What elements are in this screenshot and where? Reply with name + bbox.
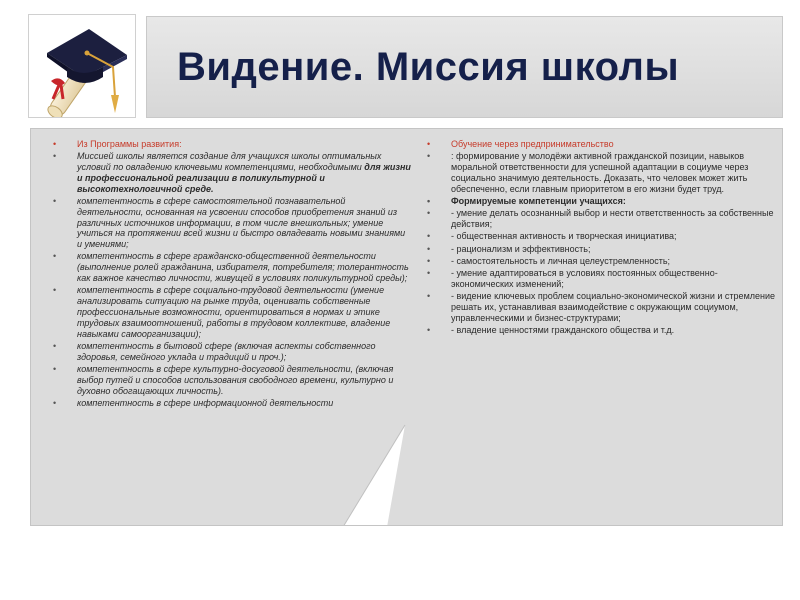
list-item: • - владение ценностями гражданского общества и т.д.	[423, 325, 775, 336]
list-item: • компетентность в сфере самостоятельной познавательной деятельности, основанная на усвоении способов приобретения знаний из различных источников информации, в том числе внешкольных; умение учиться на протяжении всей жизни и быстро овладевать новыми знаниями и умениями;	[49, 196, 411, 250]
title-bar	[146, 16, 783, 118]
content-panel	[30, 128, 783, 526]
page-title: Видение. Миссия школы	[177, 45, 680, 89]
mission-intro: Миссией школы является создание для учащихся школы оптимальных условий по овладению ключевыми компетенциями, необходимыми	[77, 151, 382, 173]
list-item: • - умение адаптироваться в условиях постоянных общественно-экономических изменений;	[423, 268, 775, 290]
list-item: • компетентность в бытовой сфере (включая аспекты собственного здоровья, семейного уклада и традиций и проч.);	[49, 341, 411, 363]
right-column	[423, 139, 775, 338]
mission-bold: для жизни и профессиональной реализации в поликультурной и высокотехнологичной среде.	[77, 162, 411, 194]
list-item: • компетентность в сфере культурно-досуговой деятельности, (включая выбор путей и способов использования свободного времени, культурно и духовно обогащающих личность).	[49, 364, 411, 396]
list-item: • - рационализм и эффективность;	[423, 244, 775, 255]
left-column	[49, 139, 411, 410]
list-item: • компетентность в сфере социально-трудовой деятельности (умение анализировать ситуацию на рынке труда, оценивать собственные профессиональные возможности, ориентироваться в нормах и этике трудовых взаимоотношений, работы в трудовом коллективе, владение навыками самоорганизации);	[49, 285, 411, 339]
list-item: • компетентность в сфере информационной деятельности	[49, 398, 411, 409]
list-item: • - самостоятельность и личная целеустремленность;	[423, 256, 775, 267]
list-item: • - умение делать осознанный выбор и нести ответственность за собственные действия;	[423, 208, 775, 230]
list-item: • - общественная активность и творческая инициатива;	[423, 231, 775, 242]
mission-statement	[49, 151, 411, 194]
right-intro: • : формирование у молодёжи активной гражданской позиции, навыков моральной ответственности для успешной адаптации в социуме через социально значимую деятельность. Доказать, что человек может жить обеспеченно, если главным приоритетом в его жизни будет труд.	[423, 151, 775, 194]
left-heading: • Из Программы развития:	[49, 139, 411, 150]
competencies-heading: • Формируемые компетенции учащихся:	[423, 196, 775, 207]
list-item: • - видение ключевых проблем социально-экономической жизни и стремление решать их, устанавливая взаимодействие с окружающим социумом, управленческими и бизнес-структурами;	[423, 291, 775, 323]
graduation-cap-diploma-icon	[29, 15, 135, 117]
list-item: • компетентность в сфере гражданско-общественной деятельности (выполнение ролей гражданина, избирателя, потребителя; толерантность как важное качество личности, живущей в условиях поликультурной среды);	[49, 251, 411, 283]
logo-graduation-cap	[28, 14, 136, 118]
right-heading: • Обучение через предпринимательство	[423, 139, 775, 150]
